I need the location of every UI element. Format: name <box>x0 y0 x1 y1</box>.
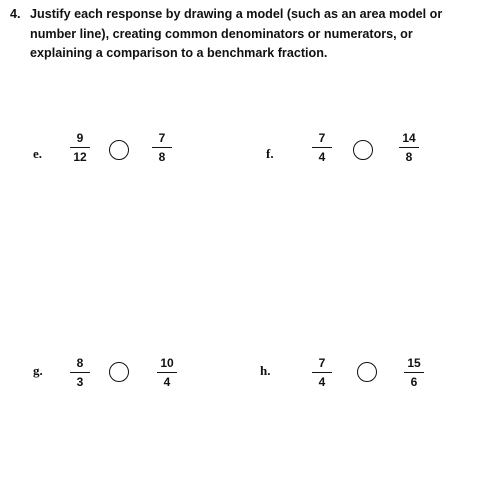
problem-label: h. <box>260 363 271 378</box>
denominator: 8 <box>158 150 166 164</box>
fraction-left <box>66 356 94 389</box>
denominator: 12 <box>73 150 87 164</box>
fraction-bar <box>157 372 177 373</box>
comparison-circle[interactable] <box>109 362 129 382</box>
fraction-bar <box>70 372 90 373</box>
denominator: 3 <box>76 375 84 389</box>
instructions <box>10 5 480 64</box>
fraction-right <box>153 356 181 389</box>
fraction-bar <box>312 147 332 148</box>
fraction-right <box>400 356 428 389</box>
numerator: 7 <box>318 356 326 370</box>
fraction-bar <box>70 147 90 148</box>
numerator: 7 <box>158 131 166 145</box>
comparison-circle[interactable] <box>357 362 377 382</box>
fraction-bar <box>404 372 424 373</box>
denominator: 4 <box>318 150 326 164</box>
numerator: 8 <box>76 356 84 370</box>
problem-label: g. <box>33 363 43 378</box>
fraction-bar <box>312 372 332 373</box>
comparison-circle[interactable] <box>109 140 129 160</box>
denominator: 6 <box>410 375 418 389</box>
fraction-bar <box>152 147 172 148</box>
instructions-bold: Justify each response <box>30 7 163 21</box>
fraction-right <box>395 131 423 164</box>
problem-number: 4. <box>10 7 21 21</box>
fraction-left <box>308 356 336 389</box>
problem-label: f. <box>266 146 274 161</box>
fraction-bar <box>399 147 419 148</box>
fraction-left <box>66 131 94 164</box>
numerator: 10 <box>160 356 174 370</box>
instructions-line-1: by drawing a model (such as an area model or <box>162 7 443 21</box>
denominator: 4 <box>318 375 326 389</box>
fraction-left <box>308 131 336 164</box>
numerator: 7 <box>318 131 326 145</box>
problem-label: e. <box>33 146 43 161</box>
instructions-line-3: explaining a comparison to a benchmark fraction. <box>30 46 328 60</box>
denominator: 4 <box>163 375 171 389</box>
fraction-right <box>148 131 176 164</box>
numerator: 14 <box>402 131 416 145</box>
instructions-line-2: number line), creating common denominators or numerators, or <box>30 26 413 41</box>
denominator: 8 <box>405 150 413 164</box>
numerator: 15 <box>407 356 421 370</box>
comparison-circle[interactable] <box>353 140 373 160</box>
numerator: 9 <box>76 131 84 145</box>
